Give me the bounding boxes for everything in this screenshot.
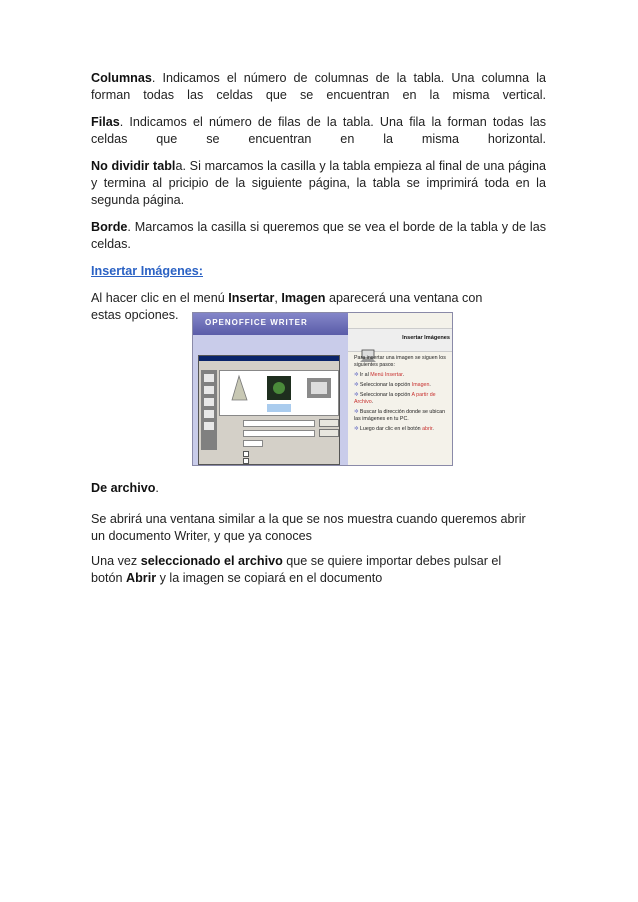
term-no-dividir: No dividir tabl (91, 159, 176, 173)
term-columnas: Columnas (91, 71, 152, 85)
step-5: ✲ Luego dar clic en el botón abrir. (354, 426, 434, 432)
term-de-archivo: De archivo (91, 481, 156, 495)
text-filas: . Indicamos el número de filas de la tabla. Una fila la forman todas las celdas que se encuentran en la misma horizontal. (91, 115, 546, 146)
paragraph-ventana: Se abrirá una ventana similar a la que se nos muestra cuando queremos abrir un documento Writer, y que ya conoces (91, 512, 526, 543)
dialog-link-checkbox[interactable] (243, 451, 249, 457)
dialog-preview-checkbox[interactable] (243, 458, 249, 464)
bullet-icon: ✲ (354, 392, 360, 398)
term-borde: Borde (91, 220, 128, 234)
thumbnail-image-icon (266, 374, 292, 402)
paragraph-final (91, 553, 511, 587)
dialog-style-field[interactable] (243, 440, 263, 447)
dialog-open-button[interactable] (319, 419, 339, 427)
step-3: ✲ Seleccionar la opción A partir de Archivo. (354, 392, 436, 405)
paragraph-columnas (91, 70, 546, 104)
thumbnail-image-icon (228, 374, 250, 402)
dialog-filename-field[interactable] (243, 420, 315, 427)
dialog-file-list (219, 370, 339, 416)
bullet-icon: ✲ (354, 409, 360, 415)
intro-post: aparecerá una ventana con estas opciones. (91, 291, 483, 322)
instructions-header (348, 328, 453, 352)
final-seleccionado: seleccionado el archivo (140, 554, 283, 568)
intro-comma: , (274, 291, 282, 305)
paragraph-borde (91, 219, 546, 253)
document-body (91, 70, 546, 334)
final-abrir: Abrir (126, 571, 157, 585)
dialog-cancel-button[interactable] (319, 429, 339, 437)
thumbnail-image-icon (306, 374, 332, 402)
step-1: ✲ Ir al Menú Insertar. (354, 372, 405, 378)
text-borde: . Marcamos la casilla si queremos que se vea el borde de la tabla y de las celdas. (91, 220, 546, 251)
intro-imagen: Imagen (281, 291, 326, 305)
final-mid: que se quiere importar debes pulsar el botón (91, 554, 502, 585)
intro-insertar: Insertar (228, 291, 275, 305)
bullet-icon: ✲ (354, 372, 360, 378)
final-post: y la imagen se copiará en el documento (156, 571, 383, 585)
screenshot-banner-title: OPENOFFICE WRITER (205, 318, 308, 327)
instructions-text (354, 355, 450, 436)
insertar-imagenes-link[interactable]: Insertar Imágenes: (91, 264, 203, 278)
dialog-places-bar (201, 370, 217, 450)
dialog-filetype-field[interactable] (243, 430, 315, 437)
text-no-dividir: a. Si marcamos la casilla y la tabla empieza al final de una página y termina al pricipio de la siguiente página, la tabla se imprimirá toda en la segunda página. (91, 159, 546, 207)
intro-pre: Al hacer clic en el menú (91, 291, 229, 305)
text-columnas: . Indicamos el número de columnas de la tabla. Una columna la forman todas las celdas que se encuentran en la misma vertical. (91, 71, 546, 102)
text-de-archivo: . (155, 481, 159, 495)
thumbnail-image-icon (266, 403, 292, 413)
dialog-titlebar (199, 356, 339, 361)
instructions-title: Insertar Imágenes (402, 335, 450, 341)
paragraph-de-archivo (91, 480, 546, 497)
final-pre: Una vez (91, 554, 141, 568)
section-heading (91, 263, 546, 280)
bullet-icon: ✲ (354, 426, 360, 432)
bullet-icon: ✲ (354, 382, 360, 388)
paragraph-filas (91, 114, 546, 148)
instructions-panel (348, 313, 453, 466)
embedded-screenshot (192, 312, 453, 466)
term-filas: Filas (91, 115, 120, 129)
step-2: ✲ Seleccionar la opción Imagen. (354, 382, 431, 388)
insert-image-dialog (198, 355, 340, 465)
step-4: ✲ Buscar la dirección donde se ubican las imágenes en tu PC. (354, 409, 446, 422)
paragraph-no-dividir (91, 158, 546, 209)
instructions-intro: Para insertar una imagen se siguen los siguientes pasos: (354, 355, 446, 368)
screenshot-banner (193, 313, 348, 335)
